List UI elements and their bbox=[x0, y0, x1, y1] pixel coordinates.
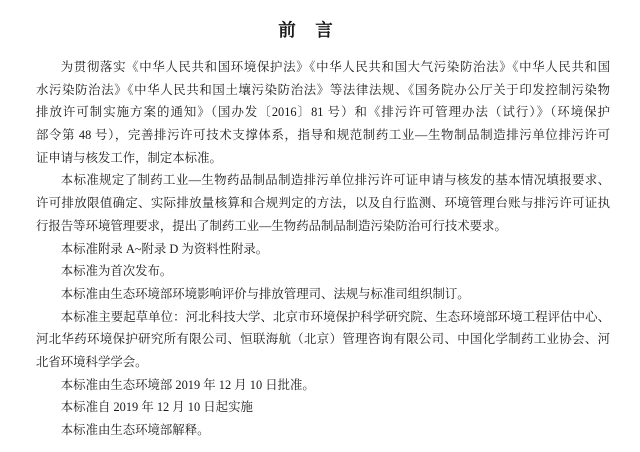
paragraph-line: 本标准由生态环境部环境影响评价与排放管理司、法规与标准司组织制订。 bbox=[60, 286, 470, 301]
document-body bbox=[36, 56, 610, 442]
paragraph-line: 为贯彻落实《中华人民共和国环境保护法》《中华人民共和国大气污染防治法》《中华人民共和国 bbox=[60, 60, 610, 74]
paragraph-line: 水污染防治法》《中华人民共和国土壤污染防治法》等法律法规、《国务院办公厅关于印发控制污染物 bbox=[36, 82, 610, 97]
paragraph-line: 本标准规定了制药工业—生物药品制品制造排污单位排污许可证申请与核发的基本情况填报要求、 bbox=[60, 173, 610, 188]
paragraph-line: 本标准附录 A~附录 D 为资料性附录。 bbox=[60, 241, 269, 256]
paragraph-line: 许可排放限值确定、实际排放量核算和合规判定的方法，以及自行监测、环境管理台账与排污许可证执 bbox=[36, 196, 610, 211]
paragraph-line: 北省环境科学学会。 bbox=[36, 354, 148, 369]
paragraph-line: 证申请与核发工作，制定本标准。 bbox=[36, 150, 222, 165]
paragraph-line: 本标准为首次发布。 bbox=[60, 264, 173, 279]
paragraph-line: 本标准由生态环境部 2019 年 12 月 10 日批准。 bbox=[60, 377, 315, 392]
paragraph-line: 河北华药环境保护研究所有限公司、恒联海航（北京）管理咨询有限公司、中国化学制药工业协会、河 bbox=[36, 332, 610, 347]
paragraph-line: 行报告等环境管理要求，提出了制药工业—生物药品制品制造污染防治可行技术要求。 bbox=[36, 218, 507, 233]
page-title: 前 言 bbox=[278, 20, 334, 40]
paragraph-line: 本标准主要起草单位：河北科技大学、北京市环境保护科学研究院、生态环境部环境工程评估中心、 bbox=[60, 309, 610, 324]
paragraph-line: 本标准由生态环境部解释。 bbox=[60, 423, 210, 437]
paragraph-line: 部令第 48 号），完善排污许可技术支撑体系，指导和规范制药工业—生物制品制造排污单位排污许可 bbox=[36, 128, 610, 143]
paragraph-line: 本标准自 2019 年 12 月 10 日起实施 bbox=[60, 400, 253, 415]
paragraph-line: 排放许可制实施方案的通知》（国办发〔2016〕81 号）和《排污许可管理办法（试行）》（环境保护 bbox=[36, 105, 610, 120]
